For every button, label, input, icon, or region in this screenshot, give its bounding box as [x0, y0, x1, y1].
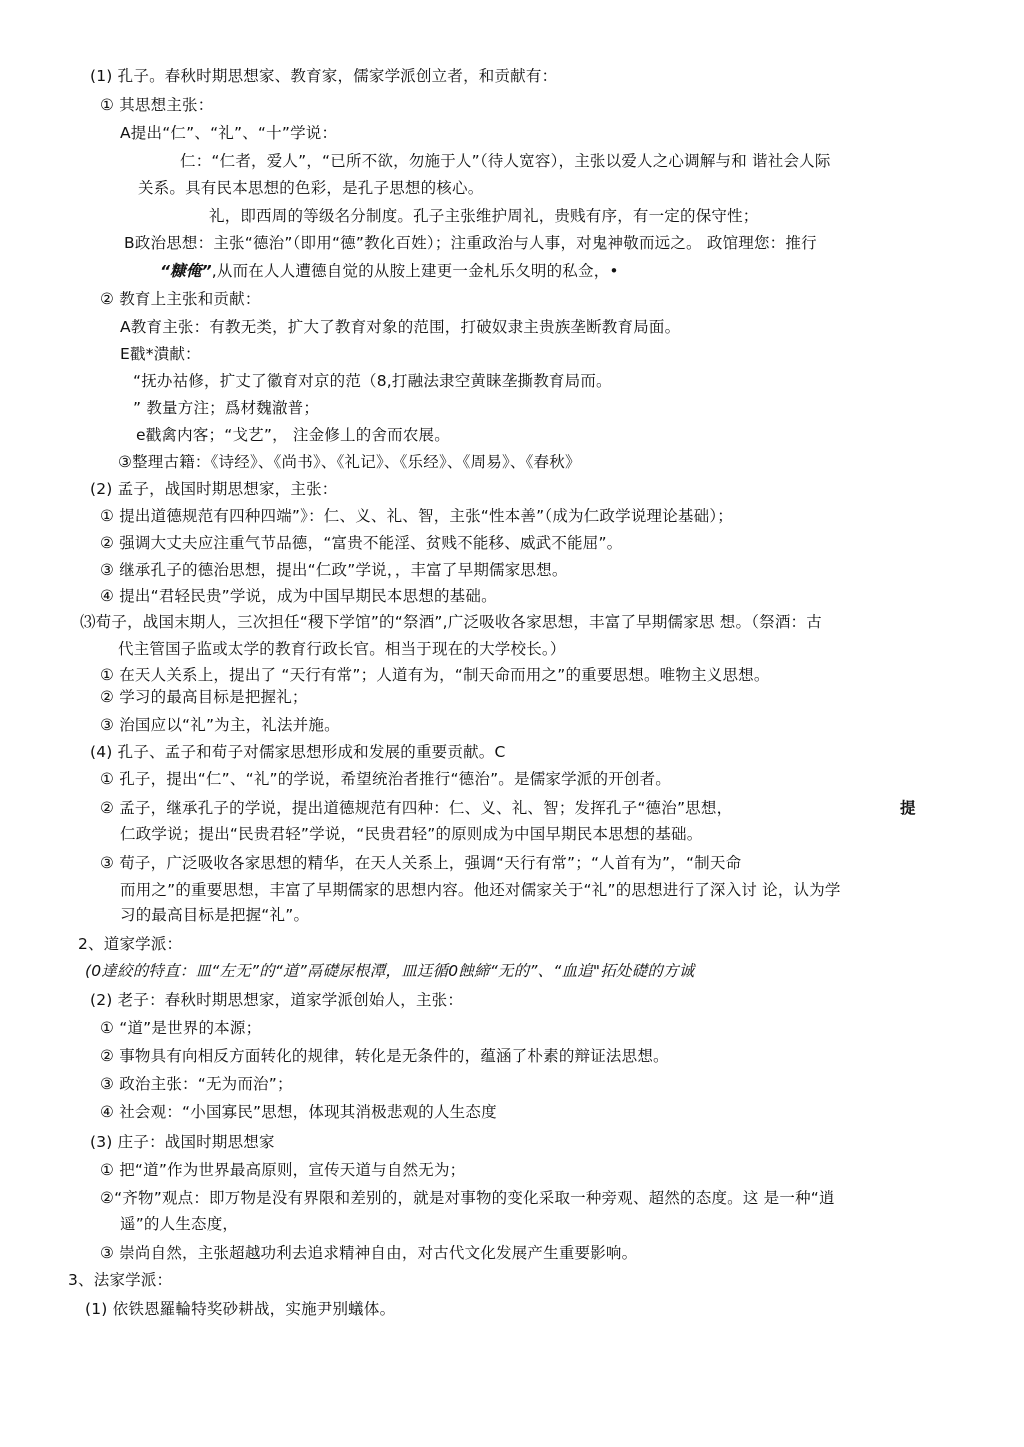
- text-line: 仁：“仁者，爱人”，“已所不欲，勿施于人”（待人宽容），主张以爱人之心调解与和 谐社会人际: [180, 152, 831, 170]
- text-line: 而用之”的重要思想，丰富了早期儒家的思想内容。他还对儒家关于“礼”的思想进行了深入讨 论，认为学: [120, 881, 841, 899]
- italic-prefix: “糠俺”: [160, 262, 212, 280]
- text-line: ① 其思想主张：: [100, 96, 214, 114]
- text-line: 仁政学说；提出“民贵君轻”学说，“民贵君轻”的原则成为中国早期民本思想的基础。: [120, 825, 703, 843]
- text-line: [160, 260, 619, 282]
- text-line: ③ 崇尚自然，主张超越功利去追求精神自由，对古代文化发展产生重要影响。: [100, 1244, 638, 1262]
- text-line: ① 提出道德规范有四种四端”》：仁、义、礼、智，主张“性本善”（成为仁政学说理论基础）；: [100, 507, 733, 525]
- text-line: 礼，即西周的等级名分制度。孔子主张维护周礼，贵贱有序，有一定的保守性；: [209, 207, 759, 225]
- text-line: ③ 继承孔子的德治思想，提出“仁政”学说，，丰富了早期儒家思想。: [100, 561, 568, 579]
- text-line: ① 孔子，提出“仁”、“礼”的学说，希望统治者推行“德治”。是儒家学派的开创者。: [100, 770, 672, 788]
- text-line: ① “道”是世界的本源；: [100, 1019, 262, 1037]
- text-line: ② 事物具有向相反方面转化的规律，转化是无条件的，蕴涵了朴素的辩证法思想。: [100, 1047, 669, 1065]
- text-line: ④ 社会观：“小国寡民”思想，体现其消极悲观的人生态度: [100, 1103, 497, 1121]
- text-line: E戳*潰献：: [120, 345, 201, 363]
- text-line: ④ 提出“君轻民贵”学说，成为中国早期民本思想的基础。: [100, 587, 497, 605]
- text-line: 代主管国子监或太学的教育行政长官。相当于现在的大学校长。）: [118, 640, 566, 658]
- text-line: ③整理古籍：《诗经》、《尚书》、《礼记》、《乐经》、《周易》、《春秋》: [118, 453, 581, 471]
- text-line: ② 教育上主张和贡献：: [100, 290, 261, 308]
- text-line: ③ 治国应以“礼”为主，礼法并施。: [100, 716, 340, 734]
- text-line: ① 在天人关系上，提出了 “天行有常”；人道有为，“制天命而用之”的重要思想。唯物主义思想。: [100, 666, 770, 684]
- text-line: B政治思想：主张“德治”（即用“德”教化百姓）；注重政治与人事，对鬼神敬而远之。 政馆理您：推行: [124, 234, 817, 252]
- line-tail: ,从而在人人遭德自觉的从胺上建更一金札乐夂明的私佥，•: [211, 262, 619, 280]
- text-line: (1) 孔子。春秋时期思想家、教育家，儒家学派创立者，和贡献有：: [90, 67, 558, 85]
- text-line: 遥”的人生态度，: [120, 1215, 239, 1233]
- text-line: “抚办祜修，扩丈了徽育对京的范（8,打融法隶空黄睐垄撕教育局而。: [133, 372, 612, 390]
- text-line: (4) 孔子、孟子和荀子对儒家思想形成和发展的重要贡献。C: [90, 743, 506, 761]
- text-line: A提出“仁”、“礼”、“十”学说：: [120, 124, 338, 142]
- text-line: (2) 老子：春秋时期思想家，道家学派创始人，主张：: [90, 991, 464, 1009]
- text-line: ② 强调大丈夫应注重气节品德，“富贵不能淫、贫贱不能移、威武不能屈”。: [100, 534, 623, 552]
- text-line: A教育主张：有教无类，扩大了教育对象的范围，打破奴隶主贵族垄断教育局面。: [120, 318, 681, 336]
- text-line: ②“齐物”观点：即万物是没有界限和差别的，就是对事物的变化采取一种旁观、超然的态度。这 是一种“逍: [100, 1189, 835, 1207]
- text-line: ② 孟子，继承孔子的学说，提出道德规范有四种：仁、义、礼、智；发挥孔子“德治”思想，: [100, 799, 733, 817]
- text-line: (2) 孟子，战国时期思想家，主张：: [90, 480, 338, 498]
- text-line: 提: [900, 799, 916, 817]
- text-line: e戳禽内客；“戈艺”， 注金修丄的舍而农展。: [136, 426, 450, 444]
- text-line: 3、法家学派：: [68, 1271, 173, 1289]
- text-line: ⑶荀子，战国末期人，三次担任“稷下学馆”的“祭酒”,广泛吸收各家思想，丰富了早期儒家思 想。（祭酒：古: [80, 613, 822, 631]
- text-line: (0達絞的特直：皿“左无”的“道”鬲礎尿根潭，皿迋循0蝕締“无的”、“血追"拓处礎的方诚: [85, 962, 695, 980]
- text-line: ” 教量方注；爲材魏澈普；: [133, 399, 320, 417]
- text-line: ② 学习的最高目标是把握礼；: [100, 688, 308, 706]
- text-line: 关系。具有民本思想的色彩，是孔子思想的核心。: [138, 179, 484, 197]
- text-line: (3) 庄子：战国时期思想家: [90, 1133, 275, 1151]
- text-line: (1) 依铁恩羅輪特奖砂耕战，实施尹别蟻体。: [85, 1300, 396, 1318]
- text-line: ③ 政治主张：“无为而治”；: [100, 1075, 293, 1093]
- text-line: ③ 荀子，广泛吸收各家思想的精华，在天人关系上，强调“天行有常”；“人首有为”，“制天命: [100, 854, 742, 872]
- text-line: ① 把“道”作为世界最高原则，宣传天道与自然无为；: [100, 1161, 466, 1179]
- text-line: 2、道家学派：: [78, 935, 183, 953]
- text-line: 习的最高目标是把握“礼”。: [120, 906, 310, 924]
